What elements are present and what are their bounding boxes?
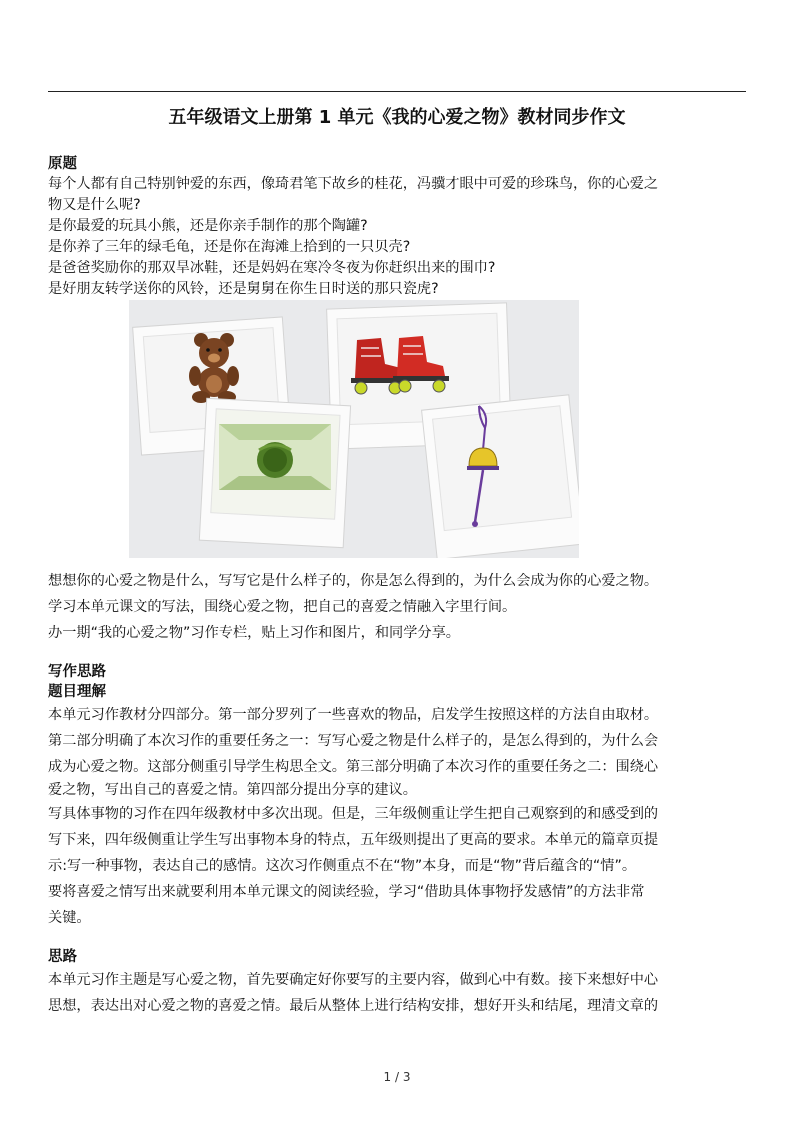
document-body [48, 154, 746, 1019]
favorite-items-illustration [129, 300, 579, 558]
understanding-line: 本单元习作教材分四部分。第一部分罗列了一些喜欢的物品，启发学生按照这样的方法自由取材。 [48, 707, 659, 723]
teddy-bear-icon [189, 333, 239, 403]
prompt-line: 是爸爸奖励你的那双旱冰鞋，还是妈妈在寒冷冬夜为你赶织出来的围巾? [48, 260, 496, 276]
prompt-line: 是你养了三年的绿毛龟，还是你在海滩上拾到的一只贝壳? [48, 239, 411, 255]
section-heading-writing-ideas: 写作思路 [48, 664, 106, 680]
header-rule [48, 91, 746, 92]
prompt-line: 每个人都有自己特别钟爱的东西，像琦君笔下故乡的桂花，冯骥才眼中可爱的珍珠鸟，你的心爱之 [48, 176, 659, 192]
prompt-line: 物又是什么呢? [48, 197, 141, 213]
understanding-line: 爱之物，写出自己的喜爱之情。第四部分提出分享的建议。 [48, 782, 417, 798]
understanding-line: 写下来，四年级侧重让学生写出事物本身的特点，五年级则提出了更高的要求。本单元的篇章页提 [48, 832, 659, 848]
polaroid-windchime [422, 395, 579, 558]
green-turtle-icon [219, 424, 331, 490]
understanding-line: 成为心爱之物。这部分侧重引导学生构思全文。第三部分明确了本次习作的重要任务之二：围绕心 [48, 759, 659, 775]
prompt-line: 是好朋友转学送你的风铃，还是舅舅在你生日时送的那只瓷虎? [48, 281, 439, 297]
prompt-line: 是你最爱的玩具小熊，还是你亲手制作的那个陶罐? [48, 218, 368, 234]
understanding-line: 要将喜爱之情写出来就要利用本单元课文的阅读经验，学习“借助具体事物抒发感情”的方法非常 [48, 884, 645, 900]
understanding-line: 关键。 [48, 910, 91, 926]
sub-heading-approach: 思路 [48, 949, 77, 965]
document-title: 五年级语文上册第 1 单元《我的心爱之物》教材同步作文 [168, 107, 626, 128]
sub-heading-topic-understanding: 题目理解 [48, 684, 106, 700]
approach-line: 本单元习作主题是写心爱之物，首先要确定好你要写的主要内容，做到心中有数。接下来想好中心 [48, 972, 659, 988]
page-number: 1 / 3 [383, 1070, 411, 1084]
task-line: 办一期“我的心爱之物”习作专栏，贴上习作和图片，和同学分享。 [48, 625, 460, 641]
understanding-line: 写具体事物的习作在四年级教材中多次出现。但是，三年级侧重让学生把自己观察到的和感受到的 [48, 806, 659, 822]
section-heading-original: 原题 [48, 156, 77, 172]
task-line: 想想你的心爱之物是什么，写写它是什么样子的，你是怎么得到的，为什么会成为你的心爱之物。 [48, 573, 659, 589]
understanding-line: 第二部分明确了本次习作的重要任务之一：写写心爱之物是什么样子的，是怎么得到的，为什么会 [48, 733, 659, 749]
approach-line: 思想，表达出对心爱之物的喜爱之情。最后从整体上进行结构安排，想好开头和结尾，理清文章的 [48, 998, 659, 1014]
understanding-line: 示:写一种事物，表达自己的感情。这次习作侧重点不在“物”本身，而是“物”背后蕴含的“情”。 [48, 858, 637, 874]
task-line: 学习本单元课文的写法，围绕心爱之物，把自己的喜爱之情融入字里行间。 [48, 599, 517, 615]
illustration-svg [129, 300, 579, 558]
